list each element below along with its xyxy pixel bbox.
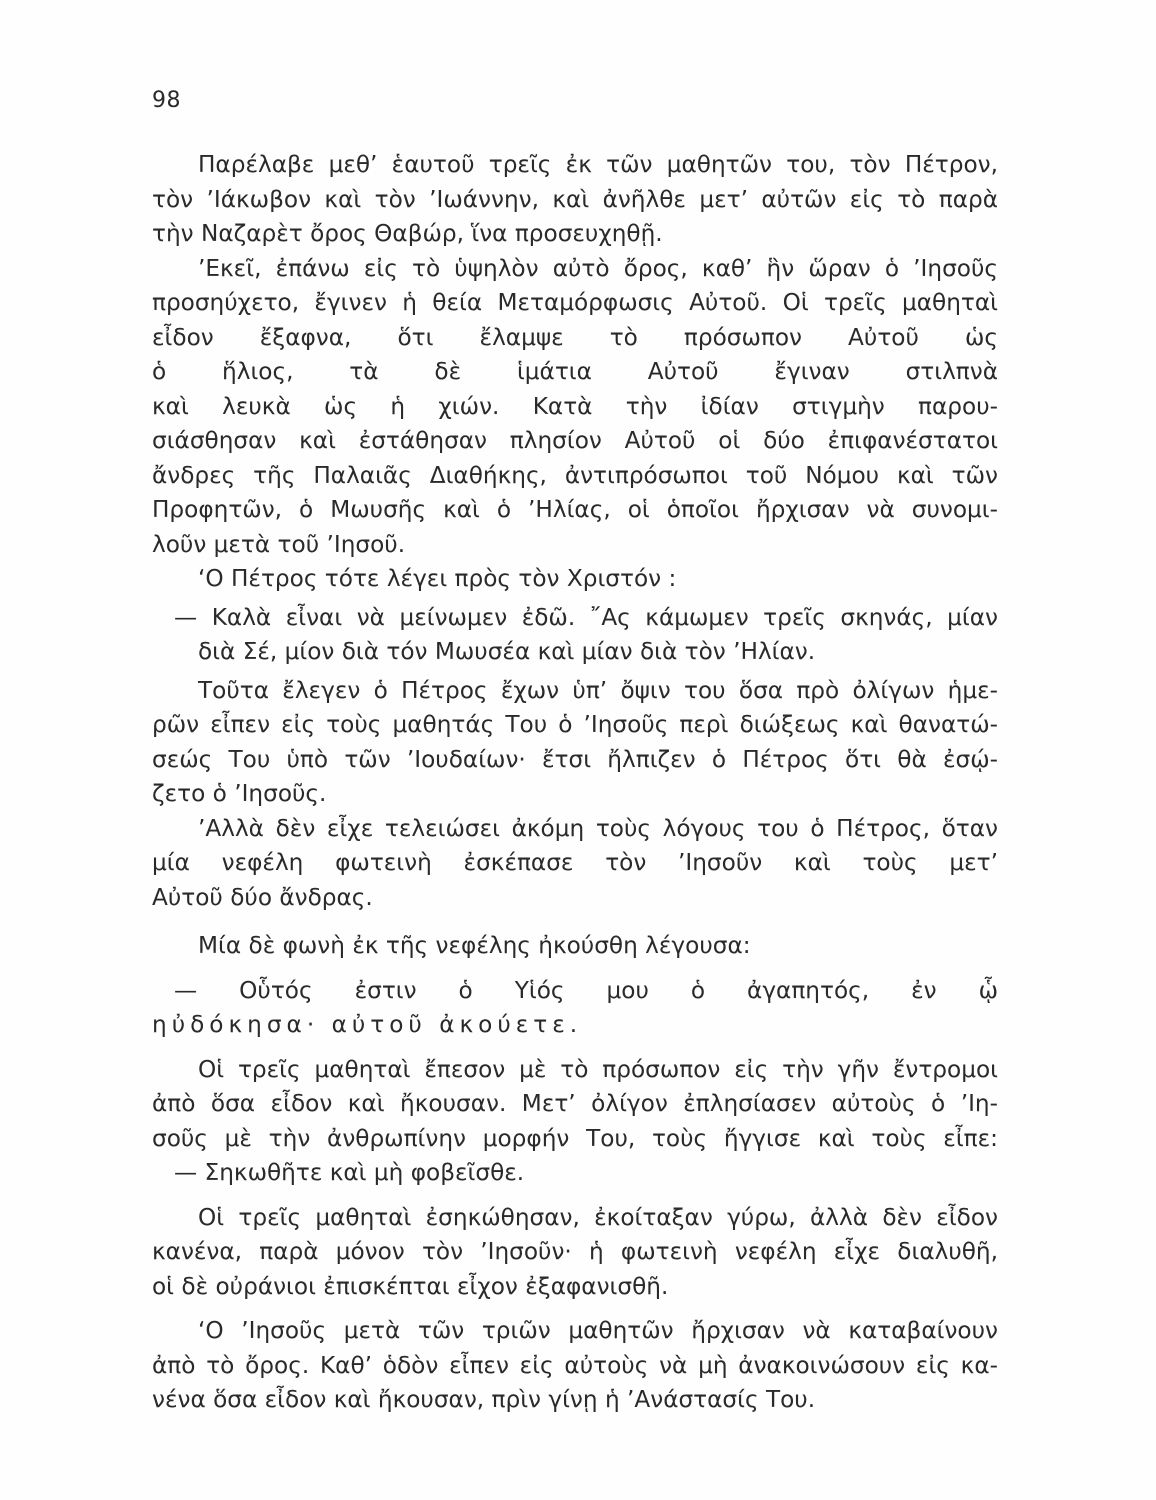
text-line: ζετο ὁ ’Ιησοῦς.: [152, 780, 327, 807]
text-line: σοῦς μὲ τὴν ἀνθρωπίνην μορφήν Του, τοὺς ἤγγισε καὶ τοὺς εἶπε:: [152, 1124, 998, 1152]
text-line: ἀπὸ ὅσα εἶδον καὶ ἤκουσαν. Μετ’ ὀλίγον ἐπλησίασεν αὐτοὺς ὁ ’Ιη-: [152, 1090, 998, 1117]
text-line: Οἱ τρεῖς μαθηταὶ ἐσηκώθησαν, ἐκοίταξαν γύρω, ἀλλὰ δὲν εἶδον: [198, 1203, 998, 1231]
text-line: ’Αλλὰ δὲν εἶχε τελειώσει ἀκόμη τοὺς λόγους του ὁ Πέτρος, ὅταν: [198, 814, 998, 842]
text-line: ρῶν εἶπεν εἰς τοὺς μαθητάς Του ὁ ’Ιησοῦς περὶ διώξεως καὶ θανατώ-: [152, 711, 998, 738]
text-line: τὴν Ναζαρὲτ ὄρος Θαβώρ, ἵνα προσευχηθῇ.: [152, 220, 663, 247]
text-line: Προφητῶν, ὁ Μωυσῆς καὶ ὁ ’Ηλίας, οἱ ὁποῖοι ἤρχισαν νὰ συνομι-: [152, 496, 998, 523]
text-line: ὁ ἥλιος, τὰ δὲ ἱμάτια Αὐτοῦ ἔγιναν στιλπνὰ: [152, 358, 998, 385]
text-line: διὰ Σέ, μίον διὰ τόν Μωυσέα καὶ μίαν διὰ τὸν ’Ηλίαν.: [198, 638, 816, 665]
text-line: Παρέλαβε μεθ’ ἑαυτοῦ τρεῖς ἐκ τῶν μαθητῶν του, τὸν Πέτρον,: [198, 151, 998, 178]
page-number: 98: [152, 88, 181, 113]
text-line: — Καλὰ εἶναι νὰ μείνωμεν ἐδῶ. ῎Ας κάμωμεν τρεῖς σκηνάς, μίαν: [174, 603, 998, 631]
text-line: ‘Ο ’Ιησοῦς μετὰ τῶν τριῶν μαθητῶν ἤρχισαν νὰ καταβαίνουν: [198, 1317, 998, 1344]
text-line: σεώς Του ὑπὸ τῶν ’Ιουδαίων· ἔτσι ἤλπιζεν ὁ Πέτρος ὅτι θὰ ἐσῴ-: [152, 745, 998, 773]
text-line: ’Εκεῖ, ἐπάνω εἰς τὸ ὑψηλὸν αὐτὸ ὄρος, καθ’ ἣν ὥραν ὁ ’Ιησοῦς: [198, 254, 998, 282]
text-line: Τοῦτα ἔλεγεν ὁ Πέτρος ἔχων ὑπ’ ὄψιν του ὅσα πρὸ ὀλίγων ἡμε-: [198, 676, 998, 704]
text-line: μία νεφέλη φωτεινὴ ἐσκέπασε τὸν ’Ιησοῦν καὶ τοὺς μετ’: [152, 849, 998, 876]
body-text: [152, 148, 998, 1418]
text-line: — Οὗτός ἐστιν ὁ Υἱός μου ὁ ἀγαπητός, ἐν ᾧ: [174, 976, 998, 1004]
text-line: ἀπὸ τὸ ὄρος. Καθ’ ὁδὸν εἶπεν εἰς αὐτοὺς νὰ μὴ ἀνακοινώσουν εἰς κα-: [152, 1351, 998, 1379]
text-line: νένα ὅσα εἶδον καὶ ἤκουσαν, πρὶν γίνῃ ἡ ’Ανάστασίς Του.: [152, 1386, 816, 1413]
text-line: σιάσθησαν καὶ ἐστάθησαν πλησίον Αὐτοῦ οἱ δύο ἐπιφανέστατοι: [152, 427, 998, 454]
text-line: ηὐδόκησα· αὐτοῦ ἀκούετε.: [152, 1011, 583, 1038]
text-line: Μία δὲ φωνὴ ἐκ τῆς νεφέλης ἠκούσθη λέγουσα:: [198, 932, 751, 959]
text-line: προσηύχετο, ἔγινεν ἡ θεία Μεταμόρφωσις Αὐτοῦ. Οἱ τρεῖς μαθηταὶ: [152, 289, 998, 316]
text-line: ἄνδρες τῆς Παλαιᾶς Διαθήκης, ἀντιπρόσωποι τοῦ Νόμου καὶ τῶν: [152, 461, 998, 489]
text-line: οἱ δὲ οὐράνιοι ἐπισκέπται εἶχον ἐξαφανισθῆ.: [152, 1272, 669, 1300]
text-line: καὶ λευκὰ ὡς ἡ χιών. Κατὰ τὴν ἰδίαν στιγμὴν παρου-: [152, 392, 998, 420]
text-line: εἶδον ἔξαφνα, ὅτι ἔλαμψε τὸ πρόσωπον Αὐτοῦ ὡς: [152, 323, 998, 351]
text-line: λοῦν μετὰ τοῦ ’Ιησοῦ.: [152, 530, 406, 558]
text-line: τὸν ’Ιάκωβον καὶ τὸν ’Ιωάννην, καὶ ἀνῆλθε μετ’ αὐτῶν εἰς τὸ παρὰ: [152, 185, 998, 213]
text-line: ‘Ο Πέτρος τότε λέγει πρὸς τὸν Χριστόν :: [198, 565, 677, 592]
text-line: κανένα, παρὰ μόνον τὸν ’Ιησοῦν· ἡ φωτεινὴ νεφέλη εἶχε διαλυθῆ,: [152, 1238, 998, 1265]
text-line: — Σηκωθῆτε καὶ μὴ φοβεῖσθε.: [174, 1159, 525, 1186]
text-line: Οἱ τρεῖς μαθηταὶ ἔπεσον μὲ τὸ πρόσωπον εἰς τὴν γῆν ἔντρομοι: [198, 1055, 998, 1083]
text-line: Αὐτοῦ δύο ἄνδρας.: [152, 883, 373, 911]
